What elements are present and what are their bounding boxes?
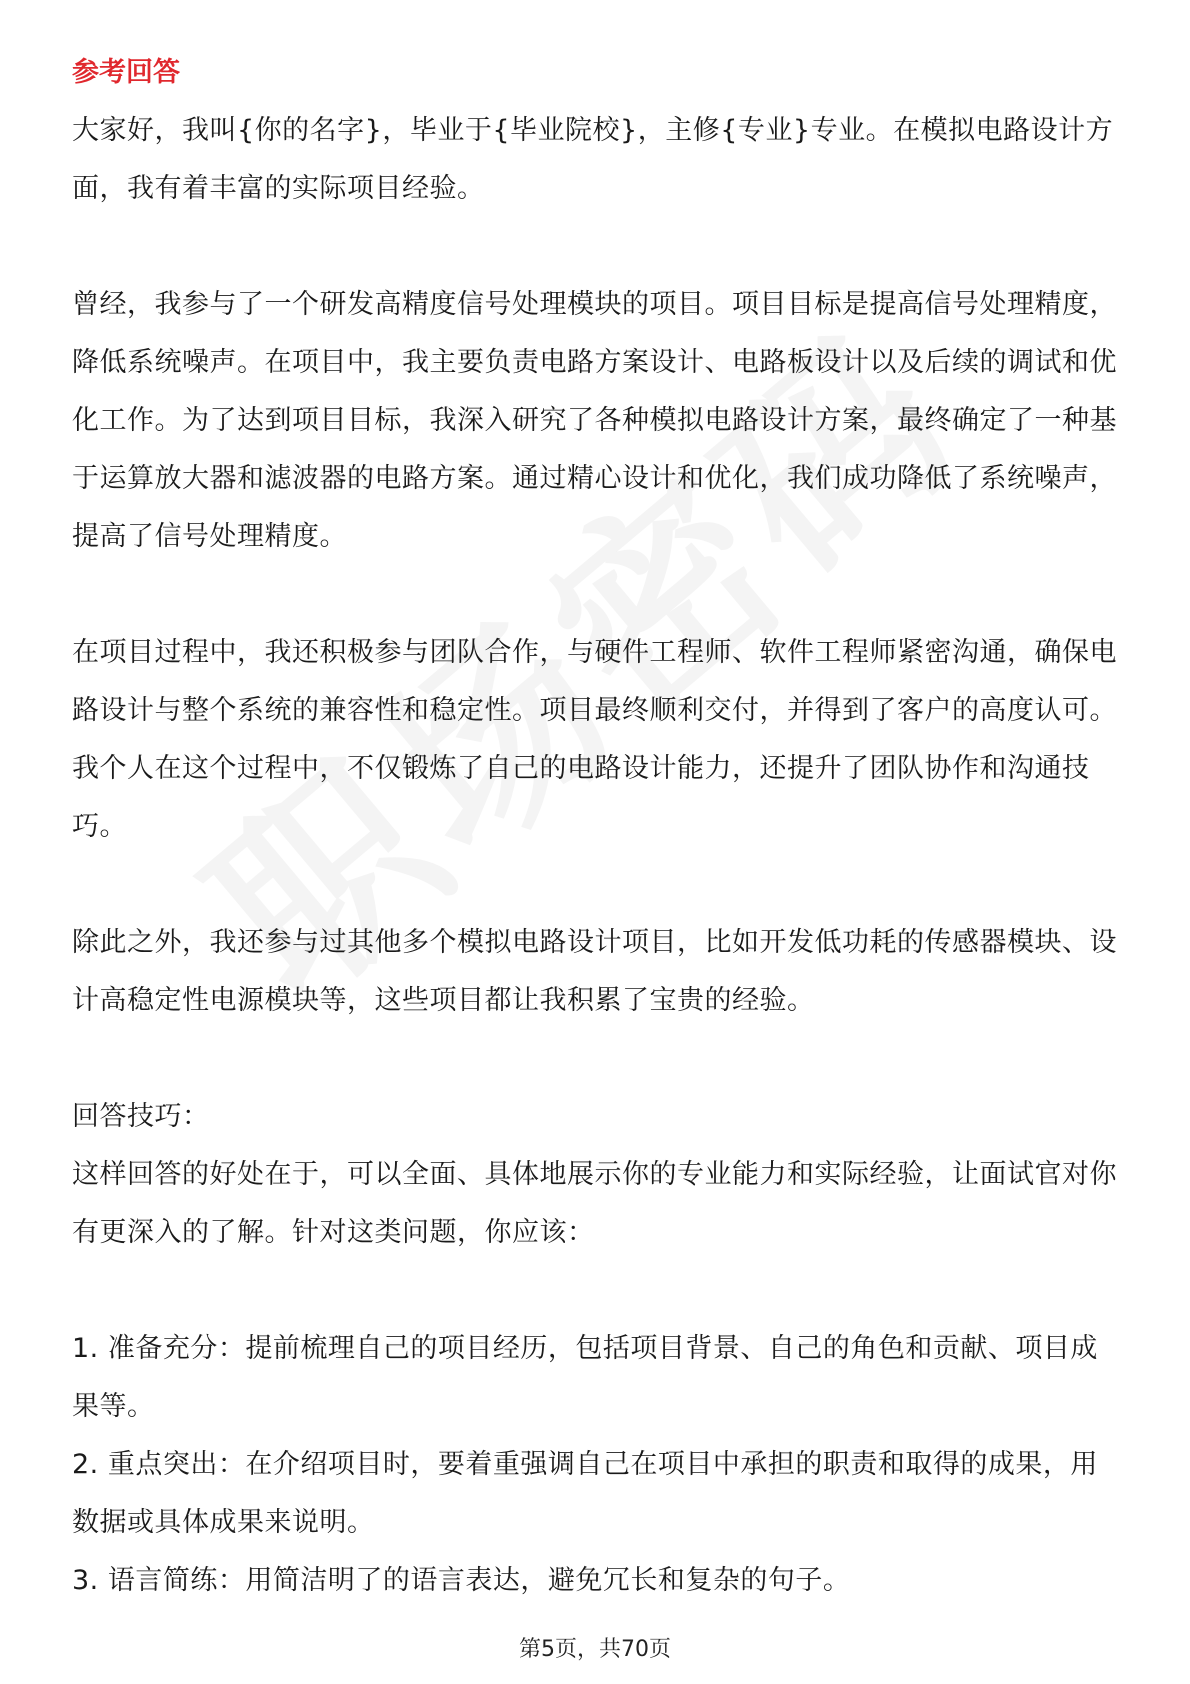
section-title: 参考回答 xyxy=(72,57,180,88)
tips-heading: 回答技巧： xyxy=(72,1101,210,1132)
spacer xyxy=(72,856,1122,914)
answer-paragraph-2: 曾经，我参与了一个研发高精度信号处理模块的项目。项目目标是提高信号处理精度，降低系统噪声。在项目中，我主要负责电路方案设计、电路板设计以及后续的调试和优化工作。为了达到项目目标，我深入研究了各种模拟电路设计方案，最终确定了一种基于运算放大器和滤波器的电路方案。通过精心设计和优化，我们成功降低了系统噪声，提高了信号处理精度。 xyxy=(72,289,1117,552)
tips-intro: 这样回答的好处在于，可以全面、具体地展示你的专业能力和实际经验，让面试官对你有更深入的了解。针对这类问题，你应该： xyxy=(72,1159,1117,1248)
page-number: 第5页，共70页 xyxy=(519,1637,671,1662)
answer-paragraph-3: 在项目过程中，我还积极参与团队合作，与硬件工程师、软件工程师紧密沟通，确保电路设计与整个系统的兼容性和稳定性。项目最终顺利交付，并得到了客户的高度认可。我个人在这个过程中，不仅锻炼了自己的电路设计能力，还提升了团队协作和沟通技巧。 xyxy=(72,637,1117,842)
document-page xyxy=(72,44,1122,1610)
spacer xyxy=(72,566,1122,624)
tip-item-2: 2. 重点突出：在介绍项目时，要着重强调自己在项目中承担的职责和取得的成果，用数据或具体成果来说明。 xyxy=(72,1449,1098,1538)
spacer xyxy=(72,218,1122,276)
tip-item-3: 3. 语言简练：用简洁明了的语言表达，避免冗长和复杂的句子。 xyxy=(72,1565,851,1596)
spacer xyxy=(72,1030,1122,1088)
answer-paragraph-1: 大家好，我叫{你的名字}，毕业于{毕业院校}，主修{专业}专业。在模拟电路设计方面，我有着丰富的实际项目经验。 xyxy=(72,115,1114,204)
spacer xyxy=(72,1262,1122,1320)
tip-item-1: 1. 准备充分：提前梳理自己的项目经历，包括项目背景、自己的角色和贡献、项目成果等。 xyxy=(72,1333,1098,1422)
answer-paragraph-4: 除此之外，我还参与过其他多个模拟电路设计项目，比如开发低功耗的传感器模块、设计高稳定性电源模块等，这些项目都让我积累了宝贵的经验。 xyxy=(72,927,1117,1016)
